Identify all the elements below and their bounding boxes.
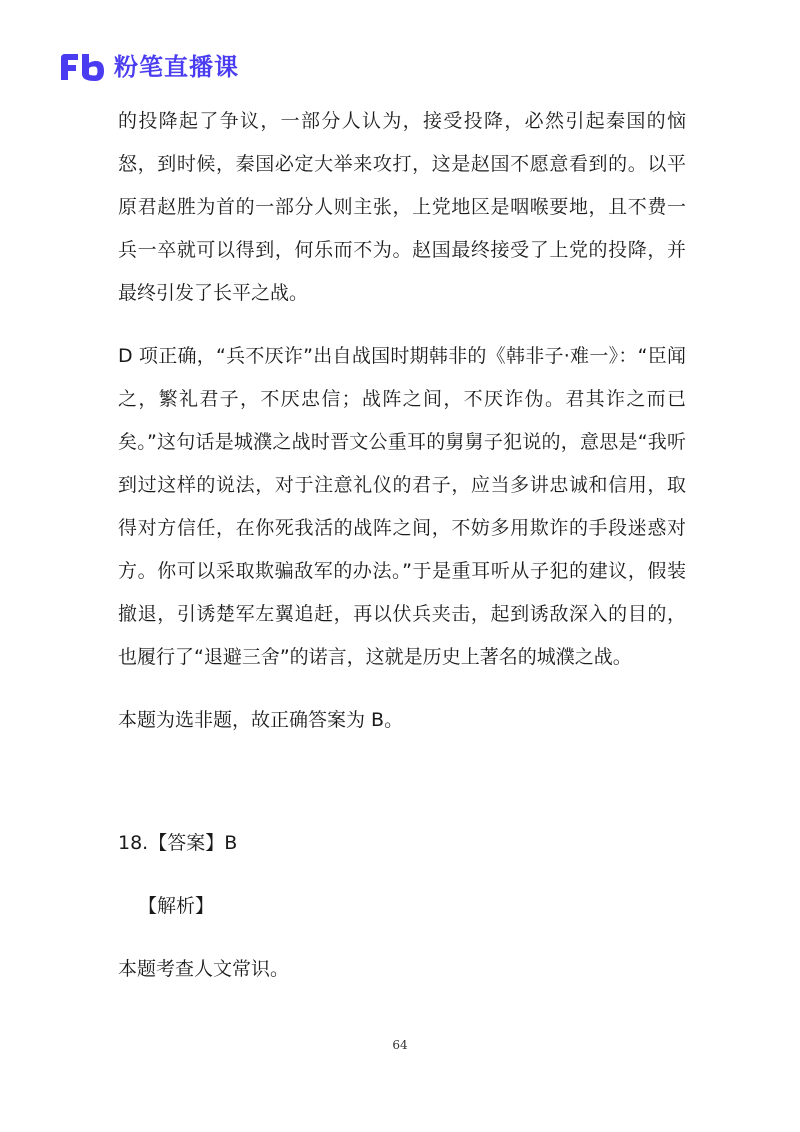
document-body [118, 100, 686, 991]
paragraph-option-d: D 项正确，“兵不厌诈”出自战国时期韩非的《韩非子·难一》：“臣闻之，繁礼君子，不厌忠信；战阵之间，不厌诈伪。君其诈之而已矣。”这句话是城濮之战时晋文公重耳的舅舅子犯说的，意思是“我听到过这样的说法，对于注意礼仪的君子，应当多讲忠诚和信用，取得对方信任，在你死我活的战阵之间，不妨多用欺诈的手段迷惑对方。你可以采取欺骗敌军的办法。”于是重耳听从子犯的建议，假装撤退，引诱楚军左翼追赶，再以伏兵夹击，起到诱敌深入的目的，也履行了“退避三舍”的诺言，这就是历史上著名的城濮之战。 [118, 345, 686, 668]
header [58, 50, 239, 84]
fb-logo-icon [58, 52, 106, 82]
paragraph-conclusion: 本题为选非题，故正确答案为 B。 [118, 709, 404, 731]
paragraph-surrender-debate: 的投降起了争议，一部分人认为，接受投降，必然引起秦国的恼怒，到时候，秦国必定大举来攻打，这是赵国不愿意看到的。以平原君赵胜为首的一部分人则主张，上党地区是咽喉要地，且不费一兵一卒就可以得到，何乐而不为。赵国最终接受了上党的投降，并最终引发了长平之战。 [118, 110, 686, 304]
brand-name: 粉笔直播课 [114, 53, 239, 81]
page-number: 64 [392, 1038, 408, 1052]
answer-line: 18.【答案】B [118, 832, 238, 854]
paragraph-topic: 本题考查人文常识。 [118, 958, 290, 980]
analysis-heading: 【解析】 [138, 895, 215, 917]
